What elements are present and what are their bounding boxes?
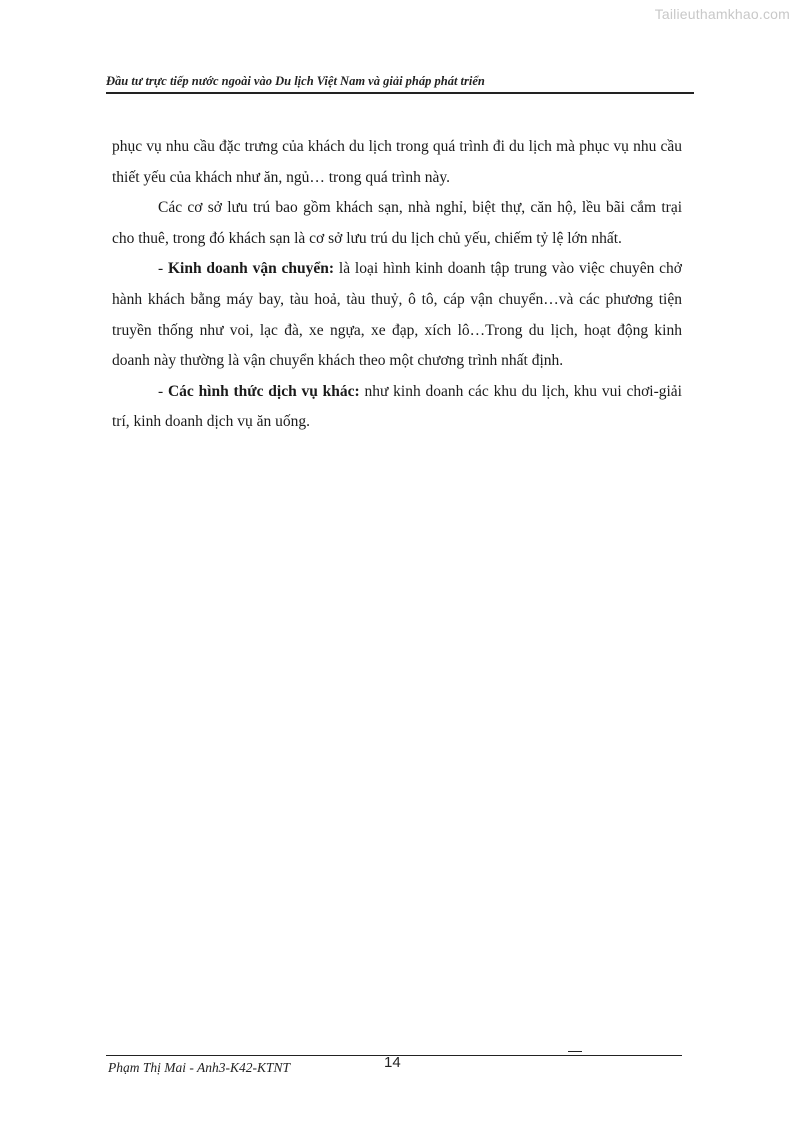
site-watermark: Tailieuthamkhao.com bbox=[654, 6, 790, 22]
footer-rule-accent bbox=[568, 1051, 582, 1052]
footer-author: Phạm Thị Mai - Anh3-K42-KTNT bbox=[108, 1060, 291, 1075]
paragraph-text: phục vụ nhu cầu đặc trưng của khách du lịch trong quá trình đi du lịch mà phục vụ nhu cầu thiết yếu của khách như ăn, ngủ… trong quá trình này. bbox=[112, 138, 682, 186]
term-other-services: Các hình thức dịch vụ khác: bbox=[167, 382, 360, 400]
document-body bbox=[112, 132, 682, 438]
page-number: 14 bbox=[384, 1054, 401, 1071]
running-header: Đầu tư trực tiếp nước ngoài vào Du lịch Việt Nam và giải pháp phát triển bbox=[106, 74, 694, 94]
bullet-dash: - bbox=[158, 260, 168, 278]
paragraph-continuation bbox=[112, 132, 682, 193]
paragraph-text: là loại hình kinh doanh tập trung vào việc chuyên chở hành khách bằng máy bay, tàu hoả, tàu thuỷ, ô tô, cáp vận chuyển…và các phương tiện truyền thống như voi, lạc đà, xe ngựa, xe đạp, xích lô…Trong du lịch, hoạt động kinh doanh này thường là vận chuyển khách theo một chương trình nhất định. bbox=[112, 260, 683, 370]
paragraph-accommodation bbox=[112, 193, 682, 254]
paragraph-text: Các cơ sở lưu trú bao gồm khách sạn, nhà nghỉ, biệt thự, căn hộ, lều bãi cắm trại cho thuê, trong đó khách sạn là cơ sở lưu trú du lịch chủ yếu, chiếm tỷ lệ lớn nhất. bbox=[112, 199, 682, 247]
paragraph-other-services bbox=[112, 377, 682, 438]
term-transport-business: Kinh doanh vận chuyển: bbox=[168, 260, 335, 278]
paragraph-transport-business bbox=[112, 254, 682, 376]
bullet-dash: - bbox=[158, 382, 168, 400]
paragraph-text: như kinh doanh các khu du lịch, khu vui chơi-giải trí, kinh doanh dịch vụ ăn uống. bbox=[112, 382, 682, 431]
